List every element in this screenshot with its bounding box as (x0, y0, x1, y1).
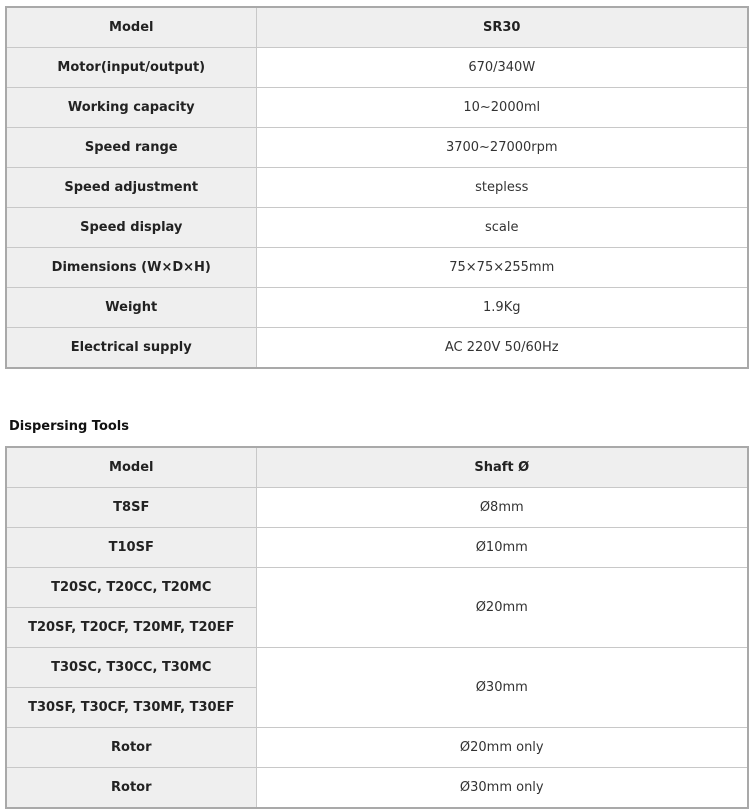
spec-value: 75×75×255mm (256, 248, 748, 288)
spec-value: scale (256, 208, 748, 248)
specifications-table (5, 6, 749, 369)
spec-value: 1.9Kg (256, 288, 748, 328)
table-row (6, 208, 748, 248)
spec-value: SR30 (256, 7, 748, 48)
spec-label: Model (6, 7, 256, 48)
spec-value: 10~2000ml (256, 88, 748, 128)
table-row (6, 528, 748, 568)
tool-shaft: Ø10mm (256, 528, 748, 568)
column-header-model: Model (6, 447, 256, 488)
tool-shaft: Ø30mm only (256, 768, 748, 809)
spec-label: Electrical supply (6, 328, 256, 369)
section-title: Dispersing Tools (9, 419, 129, 434)
tool-model: T20SF, T20CF, T20MF, T20EF (6, 608, 256, 648)
table-row (6, 48, 748, 88)
tool-shaft: Ø8mm (256, 488, 748, 528)
table-row (6, 568, 748, 608)
tool-shaft: Ø20mm (256, 568, 748, 648)
tool-model: T30SF, T30CF, T30MF, T30EF (6, 688, 256, 728)
tool-shaft: Ø20mm only (256, 728, 748, 768)
spec-value: 3700~27000rpm (256, 128, 748, 168)
table-row (6, 328, 748, 369)
spec-value: AC 220V 50/60Hz (256, 328, 748, 369)
table-row (6, 88, 748, 128)
tool-model: T20SC, T20CC, T20MC (6, 568, 256, 608)
table-row (6, 168, 748, 208)
table-row (6, 128, 748, 168)
spec-value: 670/340W (256, 48, 748, 88)
tool-model: T30SC, T30CC, T30MC (6, 648, 256, 688)
tool-model: T10SF (6, 528, 256, 568)
spec-label: Weight (6, 288, 256, 328)
spec-label: Dimensions (W×D×H) (6, 248, 256, 288)
dispersing-tools-table (5, 446, 749, 809)
spec-label: Working capacity (6, 88, 256, 128)
table-row (6, 488, 748, 528)
tool-model: T8SF (6, 488, 256, 528)
table-row (6, 728, 748, 768)
spec-label: Speed range (6, 128, 256, 168)
table-row (6, 248, 748, 288)
tool-model: Rotor (6, 768, 256, 809)
spec-label: Motor(input/output) (6, 48, 256, 88)
column-header-shaft: Shaft Ø (256, 447, 748, 488)
table-row (6, 7, 748, 48)
spec-label: Speed adjustment (6, 168, 256, 208)
table-header-row (6, 447, 748, 488)
table-row (6, 648, 748, 688)
spec-label: Speed display (6, 208, 256, 248)
spec-value: stepless (256, 168, 748, 208)
tool-shaft: Ø30mm (256, 648, 748, 728)
tool-model: Rotor (6, 728, 256, 768)
table-row (6, 288, 748, 328)
table-row (6, 768, 748, 809)
